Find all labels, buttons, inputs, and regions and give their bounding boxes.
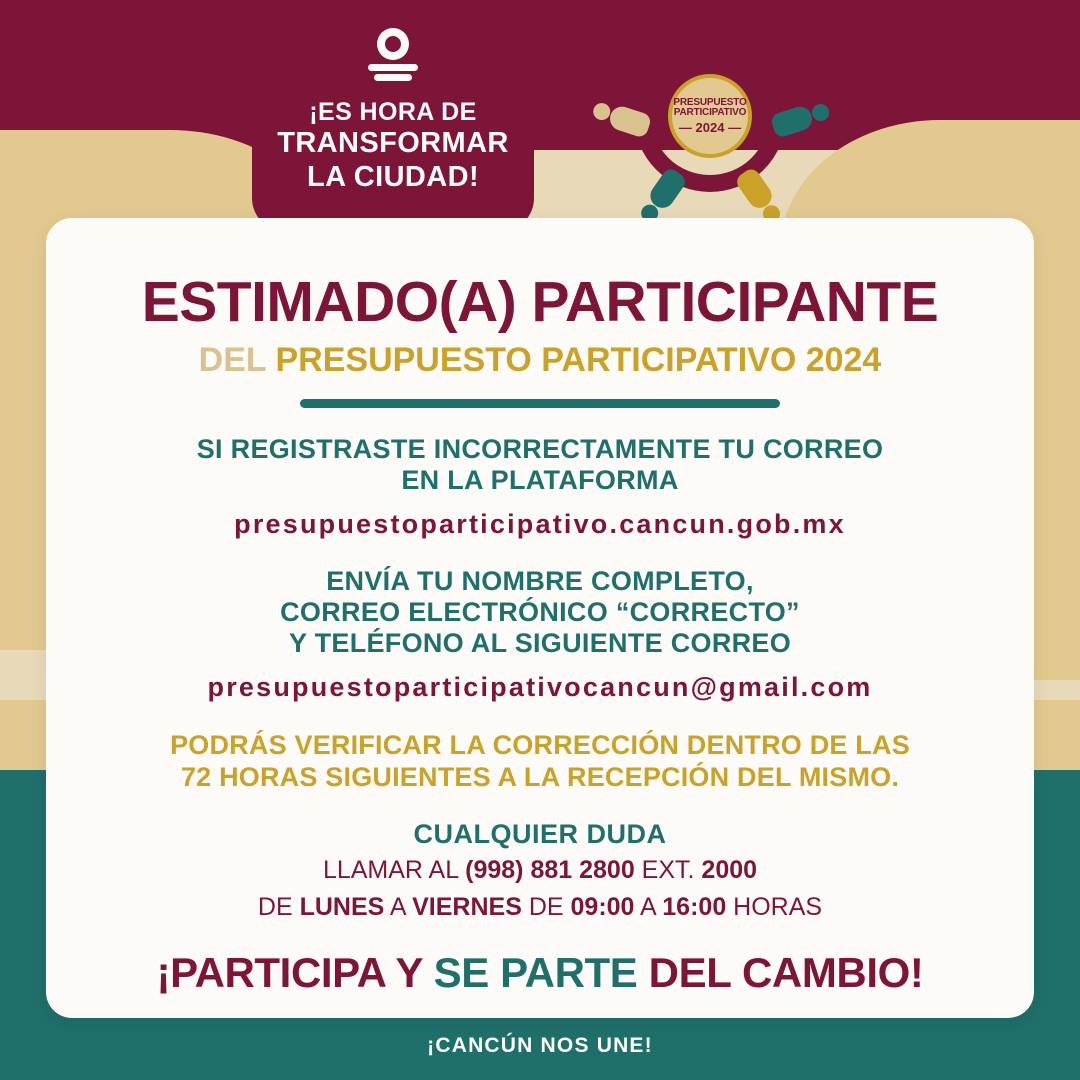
instruction-2-line-2: CORREO ELECTRÓNICO “CORRECTO” [280, 596, 800, 627]
schedule-de-2: DE [521, 892, 571, 921]
contact-block [46, 819, 1034, 923]
website-link[interactable]: presupuestoparticipativo.cancun.gob.mx [234, 508, 846, 539]
instruction-1-line-1: SI REGISTRASTE INCORRECTAMENTE TU CORREO [196, 434, 884, 464]
closing-part-3: DEL CAMBIO! [637, 949, 924, 997]
schedule-a: A [384, 892, 413, 921]
subtitle-prefix: DEL [198, 341, 276, 379]
closing-part-1: ¡PARTICIPA Y [156, 949, 434, 997]
instruction-2-line-1: ENVÍA TU NOMBRE COMPLETO, [326, 565, 754, 596]
slogan-line-2: TRANSFORMAR [277, 127, 509, 159]
page-title: ESTIMADO(A) PARTICIPANTE [141, 270, 939, 334]
emblem-year: — 2024 — [678, 119, 742, 135]
schedule-day-from: LUNES [299, 892, 385, 921]
schedule-time-from: 09:00 [570, 892, 635, 921]
note-line-2: 72 HORAS SIGUIENTES A LA RECEPCIÓN DEL MISMO. [180, 761, 900, 792]
header [0, 0, 1080, 240]
contact-ext-label: EXT. [634, 856, 702, 885]
subtitle-highlight: PRESUPUESTO PARTICIPATIVO 2024 [275, 341, 882, 379]
closing-slogan [46, 949, 1034, 997]
card-content [46, 218, 1034, 997]
closing-part-2: SE PARTE [433, 949, 638, 997]
instruction-1-line-2: EN LA PLATAFORMA [401, 465, 679, 496]
slogan-panel [252, 0, 534, 232]
slogan-line-1: ¡ES HORA DE [309, 98, 477, 126]
email-link[interactable]: presupuestoparticipativocancun@gmail.com [207, 671, 873, 702]
emblem-center-badge [668, 74, 752, 158]
contact-call-prefix: LLAMAR AL [322, 856, 466, 885]
contact-phone-line [46, 854, 1034, 887]
instruction-block-2 [46, 566, 1034, 703]
schedule-day-to: VIERNES [412, 892, 522, 921]
verification-note [46, 729, 1034, 794]
schedule-a-2: A [634, 892, 663, 921]
schedule-time-to: 16:00 [662, 892, 727, 921]
emblem-figure-top [693, 14, 727, 76]
emblem-text-line-2: PARTICIPATIVO [673, 107, 747, 119]
emblem-text-line-1: PRESUPUESTO [673, 96, 747, 108]
instruction-block-1 [46, 434, 1034, 540]
schedule-suffix: HORAS [726, 892, 823, 921]
note-line-1: PODRÁS VERIFICAR LA CORRECCIÓN DENTRO DE LAS [170, 729, 910, 760]
schedule-de: DE [257, 892, 300, 921]
page-subtitle [46, 343, 1034, 377]
contact-phone-number: (998) 881 2800 [465, 856, 635, 885]
cancun-sun-wave-logo-icon [364, 26, 422, 84]
presupuesto-participativo-emblem [600, 18, 820, 228]
footer-tagline: ¡CANCÚN NOS UNE! [427, 1034, 653, 1057]
contact-extension: 2000 [701, 856, 758, 885]
divider [300, 399, 780, 408]
contact-title: CUALQUIER DUDA [413, 819, 667, 850]
slogan-line-3: LA CIUDAD! [306, 160, 480, 193]
instruction-2-line-3: Y TELÉFONO AL SIGUIENTE CORREO [288, 628, 792, 659]
slogan-text [277, 98, 509, 194]
content-card [46, 218, 1034, 1018]
contact-schedule-line [46, 891, 1034, 924]
